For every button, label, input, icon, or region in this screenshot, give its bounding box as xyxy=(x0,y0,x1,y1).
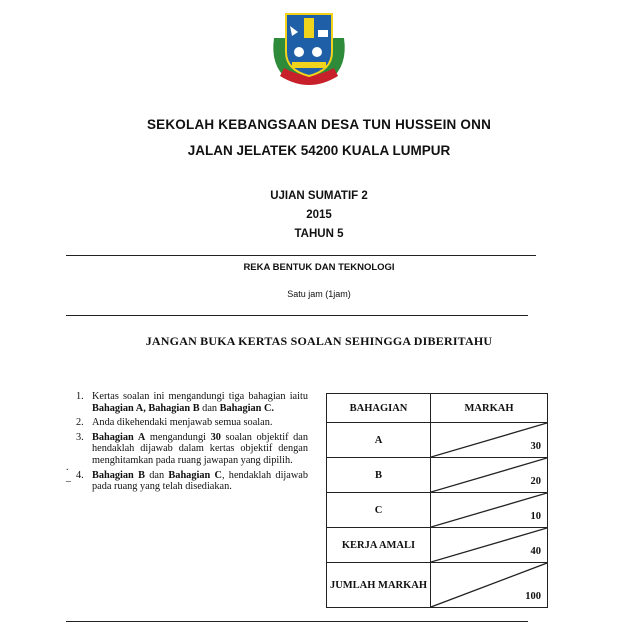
instruction-text: dan xyxy=(199,402,220,414)
marks-cell xyxy=(431,458,548,493)
marks-value: 20 xyxy=(530,476,541,487)
instruction-text: , hendaklah dijawab pada ruang yang telah disediakan. xyxy=(92,469,309,493)
marks-cell xyxy=(431,493,548,528)
marks-value: 40 xyxy=(530,546,541,557)
marks-value: 100 xyxy=(525,591,541,602)
section-cell: B xyxy=(327,458,431,493)
table-header-row xyxy=(327,394,548,423)
table-row xyxy=(327,563,548,608)
marks-cell xyxy=(431,528,548,563)
section-cell: KERJA AMALI xyxy=(327,528,431,563)
table-row xyxy=(327,423,548,458)
marks-cell xyxy=(431,423,548,458)
marks-table xyxy=(326,393,548,608)
exam-year: 2015 xyxy=(306,209,332,221)
instruction-text: Anda dikehendaki menjawab semua soalan. xyxy=(92,417,273,429)
stray-mark: . xyxy=(66,462,69,473)
instruction-text: dan xyxy=(144,469,169,481)
header-section: BAHAGIAN xyxy=(327,394,431,423)
instruction-text: soalan objektif dan hendaklah dijawab dalam kertas objektif dengan menghitamkan pada ruang jawapan yang dipilih. xyxy=(92,431,309,466)
school-address: JALAN JELATEK 54200 KUALA LUMPUR xyxy=(187,143,451,158)
header-marks: MARKAH xyxy=(431,394,548,423)
exam-subject: REKA BENTUK DAN TEKNOLOGI xyxy=(243,262,395,273)
instruction-emphasis: Bahagian C. xyxy=(219,402,274,414)
instruction-text: Kertas soalan ini mengandungi tiga bahagian iaitu xyxy=(92,391,308,402)
exam-grade: TAHUN 5 xyxy=(294,228,344,240)
section-cell: A xyxy=(327,423,431,458)
instruction-item xyxy=(76,417,308,429)
marks-cell xyxy=(431,563,548,608)
stray-mark: – xyxy=(66,476,71,487)
instruction-emphasis: Bahagian A xyxy=(92,431,146,443)
school-name: SEKOLAH KEBANGSAAN DESA TUN HUSSEIN ONN xyxy=(146,117,492,132)
marks-value: 10 xyxy=(530,511,541,522)
marks-value: 30 xyxy=(530,441,541,452)
instruction-text: mengandungi xyxy=(145,431,211,443)
table-row xyxy=(327,528,548,563)
exam-title: UJIAN SUMATIF 2 xyxy=(270,190,368,202)
instruction-emphasis: Bahagian C xyxy=(168,469,222,481)
section-cell: C xyxy=(327,493,431,528)
instruction-item xyxy=(76,391,308,414)
exam-duration: Satu jam (1jam) xyxy=(287,289,351,299)
instruction-number: 4. xyxy=(76,469,84,481)
instruction-emphasis: Bahagian B xyxy=(92,469,145,481)
instruction-number: 3. xyxy=(76,431,84,443)
table-row xyxy=(327,493,548,528)
divider-line xyxy=(66,621,528,622)
table-row xyxy=(327,458,548,493)
divider-line xyxy=(66,315,528,316)
instruction-item xyxy=(76,432,308,467)
instructions-list xyxy=(76,391,308,496)
instruction-item xyxy=(76,470,308,493)
school-crest-logo xyxy=(268,8,350,92)
warning-notice: JANGAN BUKA KERTAS SOALAN SEHINGGA DIBERITAHU xyxy=(145,334,493,348)
instruction-emphasis: Bahagian A, Bahagian B xyxy=(92,402,200,414)
instruction-number: 1. xyxy=(76,391,84,402)
divider-line xyxy=(66,255,536,256)
instruction-number: 2. xyxy=(76,417,84,429)
section-cell: JUMLAH MARKAH xyxy=(327,563,431,608)
instruction-emphasis: 30 xyxy=(210,431,221,443)
